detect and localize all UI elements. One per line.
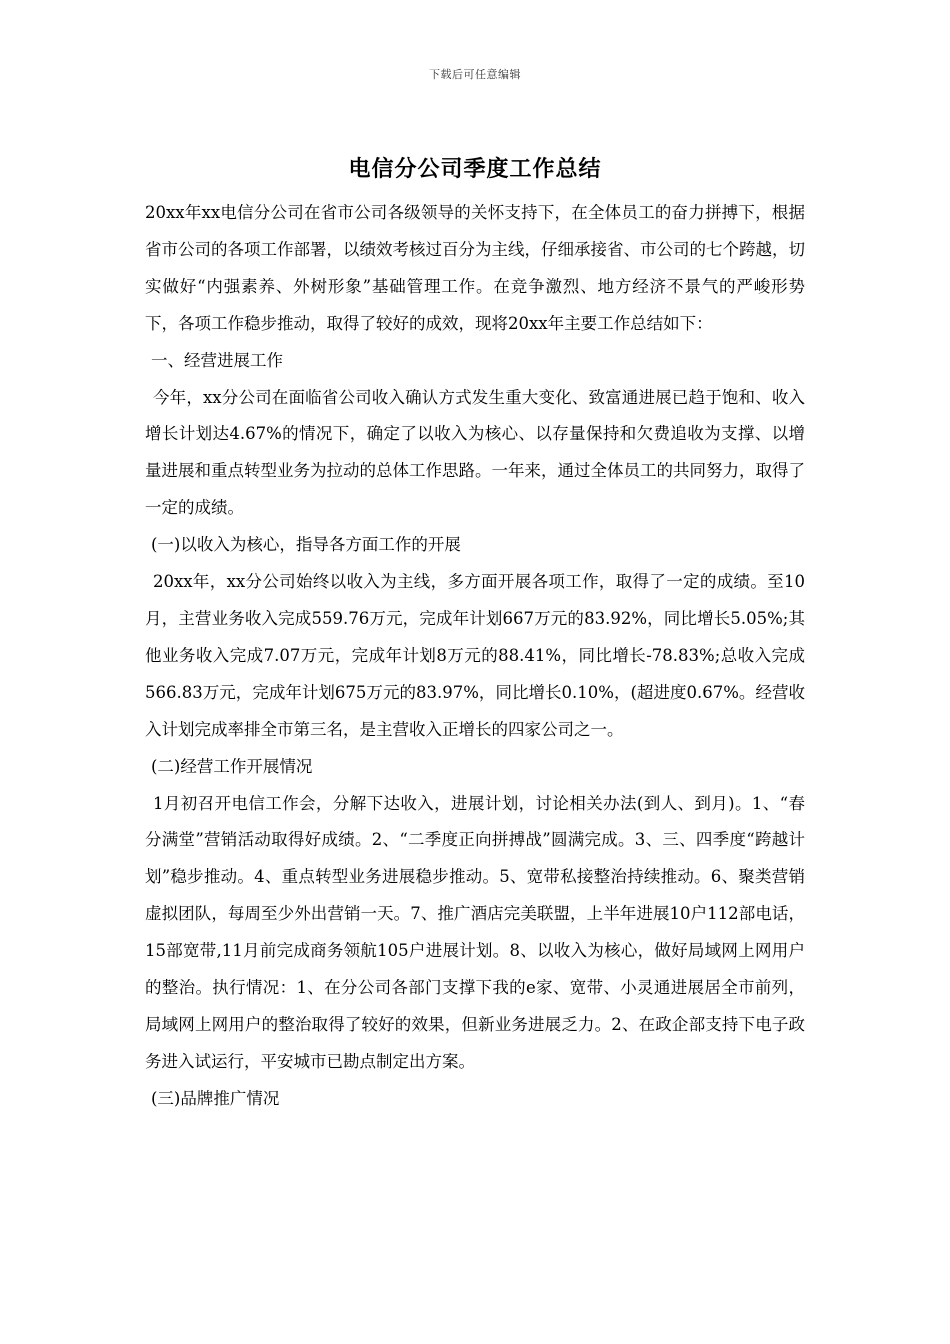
intro-paragraph: 20xx年xx电信分公司在省市公司各级领导的关怀支持下，在全体员工的奋力拼搏下，根据省市公司的各项工作部署，以绩效考核过百分为主线，仔细承接省、市公司的七个跨越，切实做好“内强素养、外树形象”基础管理工作。在竞争激烈、地方经济不景气的严峻形势下，各项工作稳步推动，取得了较好的成效，现将20xx年主要工作总结如下： (145, 203, 805, 333)
subsection-heading-1: (一)以收入为核心，指导各方面工作的开展 (151, 535, 461, 555)
subsection-2-paragraph: 1月初召开电信工作会，分解下达收入，进展计划，讨论相关办法(到人、到月)。1、“春分满堂”营销活动取得好成绩。2、“二季度正向拼搏战”圆满完成。3、三、四季度“跨越计划”稳步推动。4、重点转型业务进展稳步推动。5、宽带私接整治持续推动。6、聚类营销虚拟团队，每周至少外出营销一天。7、推广酒店完美联盟，上半年进展10户112部电话，15部宽带,11月前完成商务领航105户进展计划。8、以收入为核心，做好局域网上网用户的整治。执行情况：1、在分公司各部门支撑下我的e家、宽带、小灵通进展居全市前列，局域网上网用户的整治取得了较好的效果，但新业务进展乏力。2、在政企部支持下电子政务进入试运行，平安城市已勘点制定出方案。 (145, 793, 805, 1071)
section-heading-1: 一、经营进展工作 (151, 350, 283, 370)
subsection-1-paragraph: 20xx年，xx分公司始终以收入为主线，多方面开展各项工作，取得了一定的成绩。至10月，主营业务收入完成559.76万元，完成年计划667万元的83.92%，同比增长5.05%;其他业务收入完成7.07万元，完成年计划8万元的88.41%，同比增长-78.83%;总收入完成566.83万元，完成年计划675万元的83.97%，同比增长0.10%，(超进度0.67%。经营收入计划完成率排全市第三名，是主营收入正增长的四家公司之一。 (145, 572, 805, 739)
subsection-heading-3: (三)品牌推广情况 (151, 1088, 280, 1108)
page-title: 电信分公司季度工作总结 (348, 156, 602, 182)
section-1-paragraph: 今年，xx分公司在面临省公司收入确认方式发生重大变化、致富通进展已趋于饱和、收入增长计划达4.67%的情况下，确定了以收入为核心、以存量保持和欠费追收为支撑、以增量进展和重点转型业务为拉动的总体工作思路。一年来，通过全体员工的共同努力，取得了一定的成绩。 (145, 387, 805, 518)
header-note: 下载后可任意编辑 (429, 68, 521, 81)
document-body (145, 195, 805, 1118)
subsection-heading-2: (二)经营工作开展情况 (151, 756, 313, 776)
